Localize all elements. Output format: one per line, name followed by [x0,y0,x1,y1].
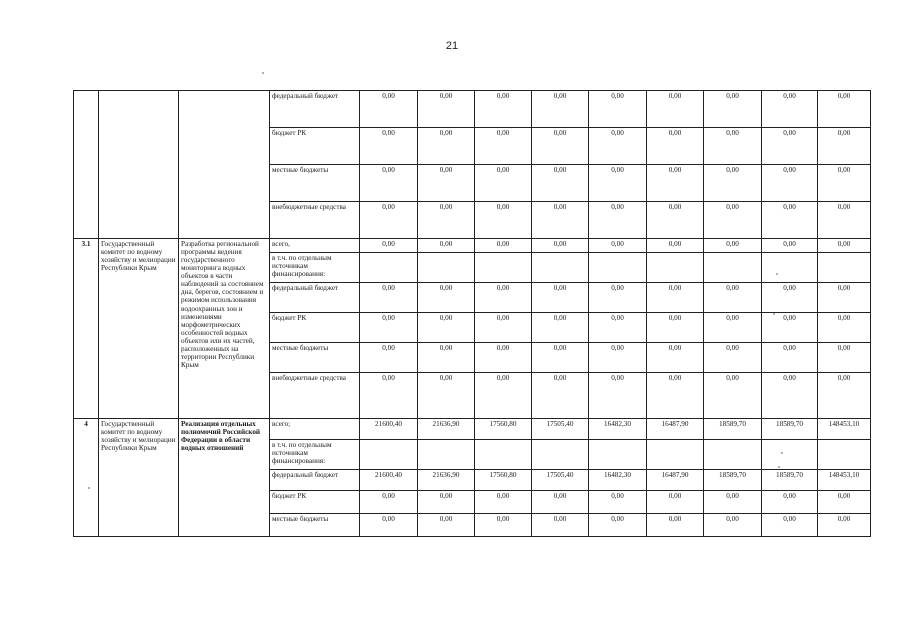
value-cell: 0,00 [762,491,818,514]
table-row [74,239,871,253]
budget-table [73,90,871,537]
value-cell: 0,00 [647,514,704,537]
value-cell: 0,00 [704,239,762,253]
funding-source-cell: внебюджетные средства [270,373,360,419]
funding-source-cell: всего; [270,419,360,440]
value-cell [589,253,647,283]
value-cell: 0,00 [704,165,762,202]
scan-speck [773,313,775,315]
value-cell: 0,00 [704,343,762,373]
value-cell: 0,00 [818,202,871,239]
value-cell: 0,00 [532,165,589,202]
value-cell [818,440,871,470]
value-cell: 16482,30 [589,470,647,491]
value-cell: 0,00 [475,491,532,514]
scan-speck [262,72,264,74]
value-cell: 0,00 [532,491,589,514]
executor-cell: Государственный комитет по водному хозяйству и мелиорации Республики Крым [99,239,179,419]
value-cell: 0,00 [532,283,589,313]
value-cell: 0,00 [360,239,418,253]
value-cell: 0,00 [532,202,589,239]
funding-source-cell: внебюджетные средства [270,202,360,239]
measure-name-cell: Реализация отдельных полномочий Российской Федерации в области водных отношений [179,419,270,537]
value-cell: 0,00 [818,514,871,537]
funding-source-cell: в т.ч. по отдельным источникам финансирования: [270,440,360,470]
value-cell: 21636,90 [418,470,475,491]
scan-speck [781,452,783,454]
value-cell: 0,00 [589,373,647,419]
value-cell: 0,00 [360,343,418,373]
value-cell: 0,00 [475,343,532,373]
value-cell [418,440,475,470]
value-cell [532,440,589,470]
value-cell [647,253,704,283]
value-cell: 0,00 [475,202,532,239]
value-cell: 0,00 [360,491,418,514]
page-number: 21 [445,40,459,52]
value-cell: 0,00 [418,491,475,514]
value-cell: 0,00 [647,491,704,514]
value-cell: 0,00 [360,202,418,239]
funding-source-cell: федеральный бюджет [270,470,360,491]
value-cell: 18589,70 [762,419,818,440]
value-cell: 0,00 [532,343,589,373]
value-cell: 21600,40 [360,419,418,440]
value-cell: 0,00 [360,283,418,313]
funding-source-cell: всего, [270,239,360,253]
value-cell: 0,00 [475,514,532,537]
value-cell: 148453,10 [818,470,871,491]
value-cell: 0,00 [762,373,818,419]
value-cell: 0,00 [647,239,704,253]
value-cell [704,253,762,283]
value-cell: 0,00 [589,202,647,239]
value-cell: 0,00 [532,514,589,537]
value-cell: 0,00 [360,514,418,537]
value-cell: 0,00 [762,239,818,253]
value-cell: 148453,10 [818,419,871,440]
value-cell: 18589,70 [704,470,762,491]
table-row [74,91,871,128]
funding-source-cell: бюджет РК [270,313,360,343]
value-cell: 0,00 [704,202,762,239]
executor-cell: Государственный комитет по водному хозяйству и мелиорации Республики Крым [99,419,179,537]
value-cell: 0,00 [762,283,818,313]
value-cell: 0,00 [647,343,704,373]
value-cell: 0,00 [475,283,532,313]
value-cell: 0,00 [475,165,532,202]
value-cell: 0,00 [818,283,871,313]
scan-speck [776,273,778,275]
value-cell [475,253,532,283]
value-cell: 0,00 [589,514,647,537]
value-cell: 0,00 [818,343,871,373]
value-cell: 0,00 [532,91,589,128]
value-cell: 0,00 [762,91,818,128]
value-cell: 0,00 [818,313,871,343]
value-cell [532,253,589,283]
value-cell: 0,00 [360,165,418,202]
value-cell: 0,00 [475,128,532,165]
value-cell: 0,00 [647,202,704,239]
value-cell: 0,00 [647,128,704,165]
value-cell: 0,00 [589,91,647,128]
value-cell: 0,00 [704,128,762,165]
value-cell: 0,00 [360,128,418,165]
value-cell: 0,00 [818,373,871,419]
value-cell: 0,00 [762,165,818,202]
value-cell: 0,00 [704,91,762,128]
value-cell: 0,00 [475,91,532,128]
value-cell [589,440,647,470]
measure-name-cell [179,91,270,239]
value-cell: 0,00 [418,128,475,165]
value-cell [360,253,418,283]
value-cell: 16487,90 [647,470,704,491]
value-cell: 17560,80 [475,470,532,491]
value-cell: 0,00 [589,283,647,313]
value-cell [647,440,704,470]
funding-source-cell: местные бюджеты [270,514,360,537]
budget-table-body [74,91,871,537]
value-cell: 18589,70 [704,419,762,440]
value-cell: 0,00 [647,165,704,202]
value-cell [475,440,532,470]
value-cell: 17505,40 [532,470,589,491]
value-cell: 0,00 [418,313,475,343]
value-cell: 0,00 [360,313,418,343]
value-cell: 16482,30 [589,419,647,440]
item-number: 4 [74,419,99,537]
value-cell: 0,00 [532,239,589,253]
value-cell: 0,00 [818,91,871,128]
funding-source-cell: федеральный бюджет [270,91,360,128]
value-cell: 0,00 [418,239,475,253]
scan-speck [88,487,90,489]
measure-name-cell: Разработка региональной программы ведения государственного мониторинга водных объектов в части наблюдений за состоянием дна, берегов, состоянием и режимом использования водоохранных зон и изменениями морфометрических особенностей водных объектов или их частей, расположенных на территории Республики Крым [179,239,270,419]
value-cell: 0,00 [589,239,647,253]
value-cell [818,253,871,283]
value-cell: 0,00 [418,283,475,313]
value-cell: 0,00 [762,202,818,239]
value-cell: 0,00 [418,343,475,373]
value-cell: 0,00 [532,373,589,419]
value-cell: 0,00 [589,313,647,343]
item-number: 3.1 [74,239,99,419]
value-cell: 0,00 [418,165,475,202]
value-cell: 16487,90 [647,419,704,440]
value-cell: 0,00 [532,128,589,165]
value-cell: 0,00 [762,128,818,165]
value-cell: 0,00 [532,313,589,343]
value-cell: 0,00 [818,239,871,253]
scan-speck [778,466,780,468]
value-cell: 0,00 [818,165,871,202]
value-cell: 0,00 [762,343,818,373]
value-cell: 0,00 [475,239,532,253]
value-cell: 0,00 [360,373,418,419]
value-cell [762,253,818,283]
value-cell: 0,00 [647,91,704,128]
value-cell: 0,00 [418,514,475,537]
executor-cell [99,91,179,239]
item-number [74,91,99,239]
value-cell: 0,00 [589,491,647,514]
value-cell: 0,00 [647,373,704,419]
value-cell: 0,00 [704,373,762,419]
value-cell [704,440,762,470]
value-cell: 0,00 [704,313,762,343]
value-cell: 18589,70 [762,470,818,491]
value-cell: 0,00 [647,313,704,343]
funding-source-cell: местные бюджеты [270,165,360,202]
value-cell [360,440,418,470]
value-cell: 0,00 [762,313,818,343]
value-cell: 0,00 [704,491,762,514]
value-cell: 0,00 [818,491,871,514]
value-cell: 0,00 [704,514,762,537]
funding-source-cell: бюджет РК [270,491,360,514]
value-cell: 0,00 [418,202,475,239]
value-cell: 0,00 [589,165,647,202]
table-row [74,419,871,440]
value-cell [418,253,475,283]
funding-source-cell: местные бюджеты [270,343,360,373]
value-cell: 21600,40 [360,470,418,491]
value-cell: 17505,40 [532,419,589,440]
value-cell: 0,00 [360,91,418,128]
value-cell: 0,00 [704,283,762,313]
value-cell: 0,00 [475,373,532,419]
value-cell: 17560,80 [475,419,532,440]
value-cell: 0,00 [647,283,704,313]
value-cell: 0,00 [418,373,475,419]
value-cell: 0,00 [762,514,818,537]
value-cell: 21636,90 [418,419,475,440]
value-cell: 0,00 [475,313,532,343]
value-cell: 0,00 [818,128,871,165]
funding-source-cell: бюджет РК [270,128,360,165]
funding-source-cell: в т.ч. по отдельным источникам финансирования: [270,253,360,283]
funding-source-cell: федеральный бюджет [270,283,360,313]
value-cell: 0,00 [589,128,647,165]
value-cell: 0,00 [589,343,647,373]
value-cell: 0,00 [418,91,475,128]
value-cell [762,440,818,470]
